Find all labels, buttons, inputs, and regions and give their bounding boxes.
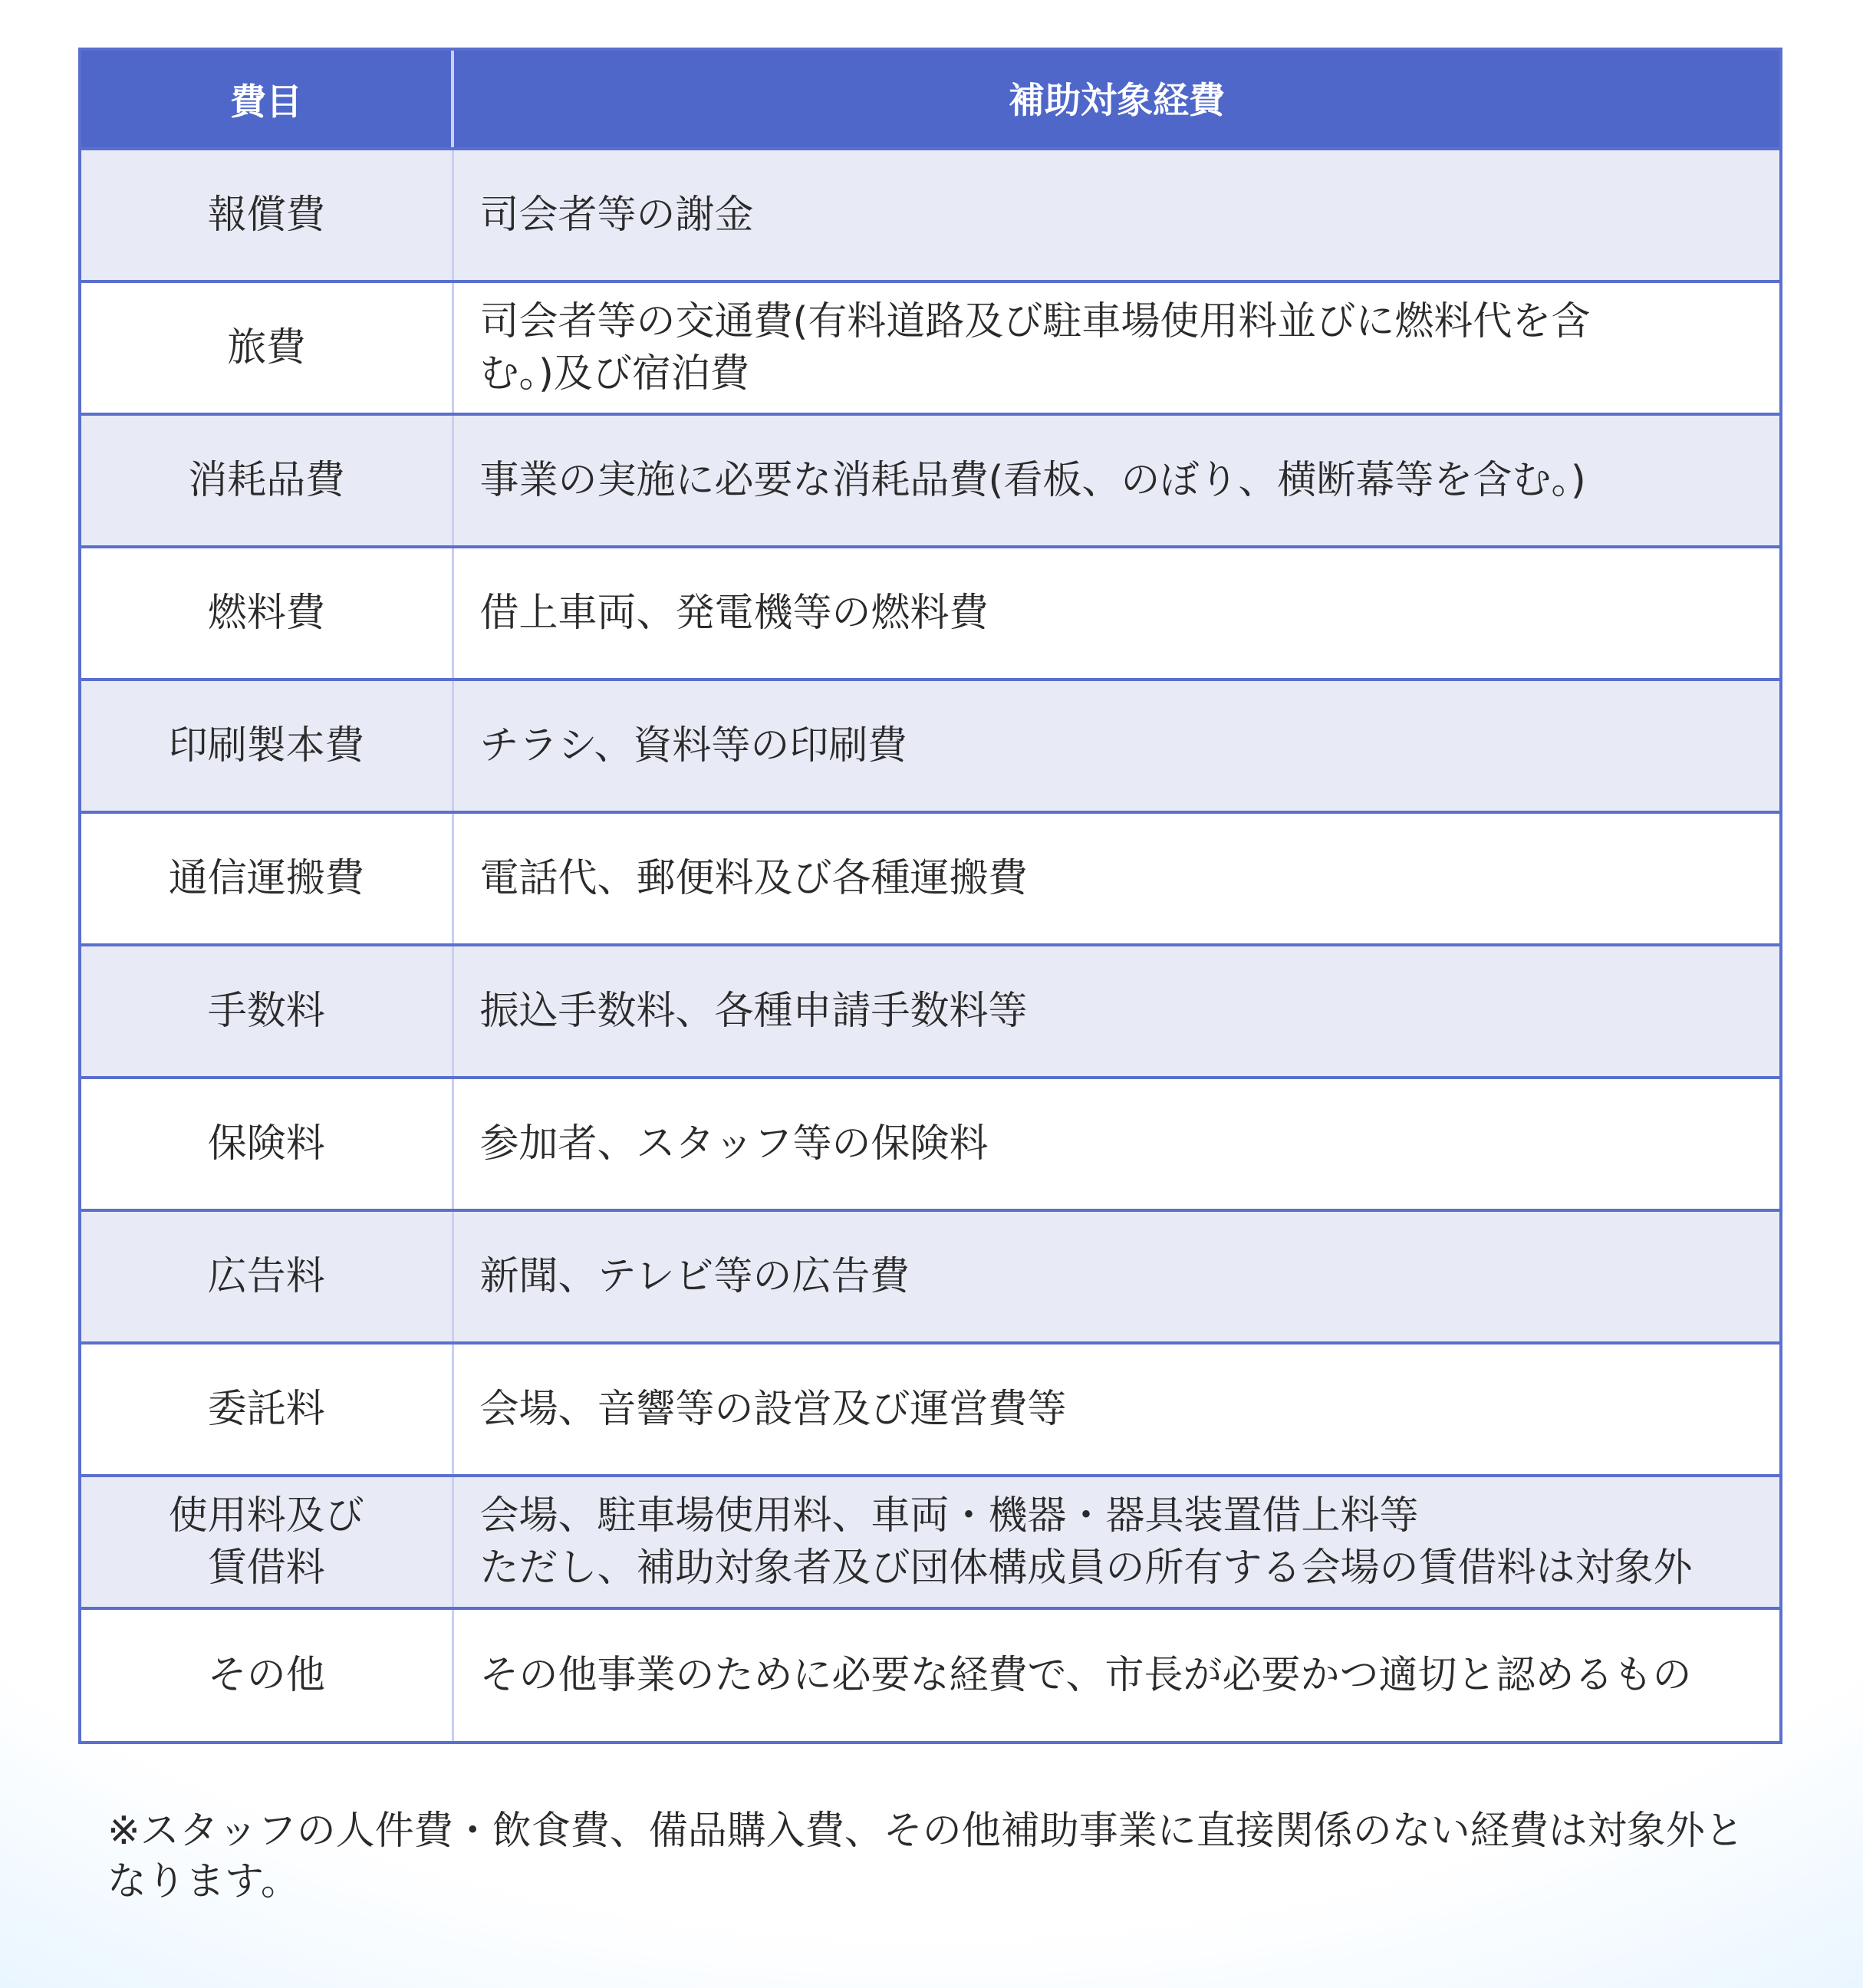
- table-body: [81, 149, 1779, 1741]
- expense-description-cell: [453, 812, 1779, 945]
- expense-item-cell: [81, 547, 453, 680]
- expense-table: [81, 51, 1779, 1741]
- expense-item-text: 報償費: [207, 192, 325, 238]
- expense-description-cell: [453, 547, 1779, 680]
- table-header: [81, 51, 1779, 149]
- expense-item-cell: [81, 680, 453, 812]
- expense-item-cell: [81, 1210, 453, 1343]
- table-row: [81, 1343, 1779, 1476]
- expense-description-cell: [453, 1210, 1779, 1343]
- footnote: [107, 1806, 1795, 1907]
- expense-item-text: 旅費: [227, 324, 306, 370]
- footnote-line: ※スタッフの人件費・飲食費、備品購入費、その他補助事業に直接関係のない経費は対象外と: [107, 1809, 1744, 1854]
- expense-description-text: 借上車両、発電機等の燃料費: [479, 590, 989, 636]
- expense-description-text: 電話代、郵便料及び各種運搬費: [479, 855, 1028, 901]
- expense-item-cell: [81, 945, 453, 1078]
- expense-item-cell: [81, 812, 453, 945]
- expense-description-cell: [453, 1343, 1779, 1476]
- expense-item-text: 賃借料: [207, 1545, 325, 1591]
- expense-description-text: 会場、音響等の設営及び運営費等: [479, 1386, 1067, 1432]
- expense-item-text: その他: [207, 1652, 325, 1698]
- expense-item-cell: [81, 1078, 453, 1210]
- table-row: [81, 547, 1779, 680]
- expense-table-container: [78, 48, 1782, 1744]
- expense-description-cell: [453, 680, 1779, 812]
- expense-description-cell: [453, 149, 1779, 281]
- header-row: [81, 51, 1779, 149]
- expense-item-text: 広告料: [207, 1253, 325, 1299]
- expense-description-text: 振込手数料、各種申請手数料等: [479, 988, 1028, 1034]
- table-row: [81, 1608, 1779, 1741]
- table-row: [81, 1078, 1779, 1210]
- table-row: [81, 281, 1779, 414]
- expense-item-cell: [81, 1476, 453, 1608]
- table-row: [81, 812, 1779, 945]
- expense-description-cell: [453, 414, 1779, 547]
- expense-description-text: む。)及び宿泊費: [479, 351, 749, 397]
- table-row: [81, 680, 1779, 812]
- header-eligible-expenses: 補助対象経費: [453, 51, 1779, 149]
- expense-description-text: その他事業のために必要な経費で、市長が必要かつ適切と認めるもの: [479, 1652, 1692, 1698]
- expense-description-text: 事業の実施に必要な消耗品費(看板、のぼり、横断幕等を含む。): [479, 457, 1586, 503]
- expense-item-text: 印刷製本費: [168, 722, 364, 769]
- expense-item-cell: [81, 414, 453, 547]
- expense-description-text: 新聞、テレビ等の広告費: [479, 1253, 910, 1299]
- expense-description-text: 参加者、スタッフ等の保険料: [479, 1121, 989, 1167]
- expense-description-text: 会場、駐車場使用料、車両・機器・器具装置借上料等: [479, 1493, 1419, 1539]
- expense-description-cell: [453, 1078, 1779, 1210]
- expense-item-cell: [81, 149, 453, 281]
- table-row: [81, 414, 1779, 547]
- expense-description-cell: [453, 945, 1779, 1078]
- expense-item-text: 使用料及び: [168, 1493, 364, 1539]
- expense-item-cell: [81, 1343, 453, 1476]
- expense-description-cell: [453, 1608, 1779, 1741]
- footnote-line: なります。: [107, 1859, 300, 1904]
- table-row: [81, 1210, 1779, 1343]
- expense-item-cell: [81, 281, 453, 414]
- expense-description-cell: [453, 281, 1779, 414]
- expense-item-text: 通信運搬費: [168, 855, 364, 901]
- expense-description-text: 司会者等の交通費(有料道路及び駐車場使用料並びに燃料代を含: [479, 298, 1591, 344]
- expense-item-text: 燃料費: [207, 590, 325, 636]
- expense-description-cell: [453, 1476, 1779, 1608]
- expense-description-text: 司会者等の謝金: [479, 192, 754, 238]
- expense-item-cell: [81, 1608, 453, 1741]
- expense-description-text: チラシ、資料等の印刷費: [479, 722, 907, 769]
- table-row: [81, 1476, 1779, 1608]
- table-row: [81, 149, 1779, 281]
- header-expense-item: 費目: [81, 51, 453, 149]
- expense-description-text: ただし、補助対象者及び団体構成員の所有する会場の賃借料は対象外: [479, 1545, 1693, 1591]
- expense-item-text: 消耗品費: [188, 457, 345, 503]
- table-row: [81, 945, 1779, 1078]
- expense-item-text: 保険料: [207, 1121, 325, 1167]
- expense-item-text: 委託料: [207, 1386, 325, 1432]
- expense-item-text: 手数料: [207, 988, 325, 1034]
